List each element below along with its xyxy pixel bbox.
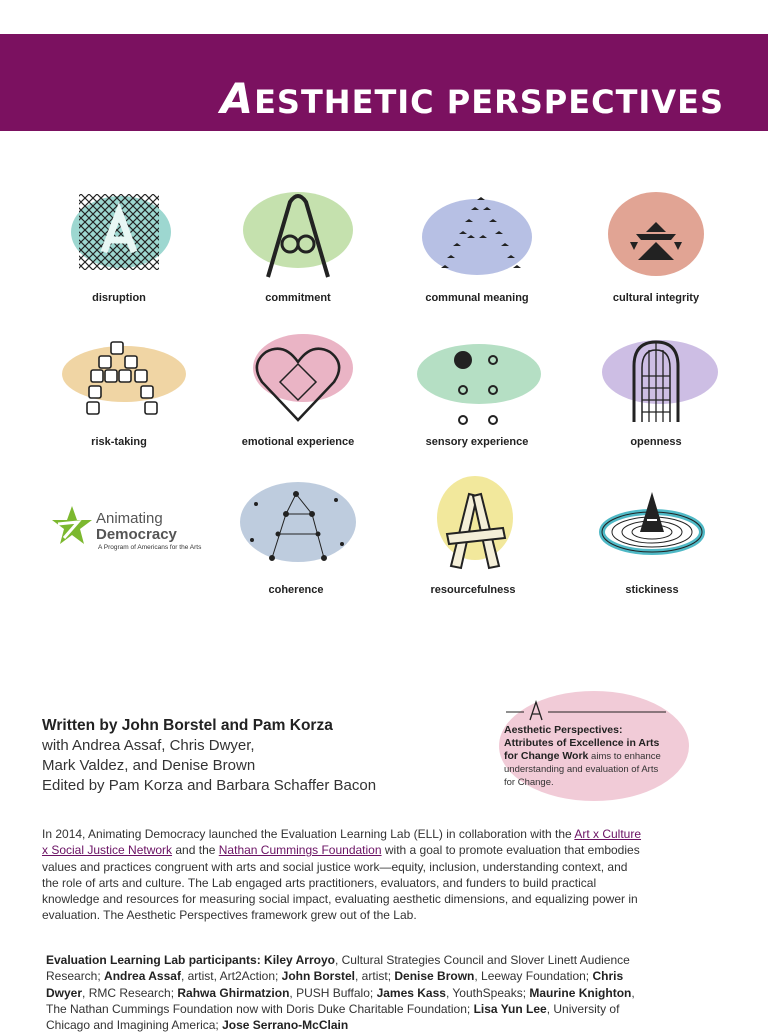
- triangles-icon: [586, 182, 726, 282]
- participant-name: Jose Serrano-McClain: [222, 1018, 349, 1033]
- attribute-label: risk-taking: [91, 436, 147, 448]
- attribute-label: resourcefulness: [430, 584, 516, 596]
- knot-a-icon: [228, 182, 368, 282]
- logo-line2: Democracy: [96, 526, 177, 543]
- dice-a-icon: [49, 326, 189, 426]
- link-art-culture-network[interactable]: Art x Culture x Social Justice Network: [42, 827, 642, 858]
- attribute-risk-taking: [34, 326, 204, 466]
- attribute-sensory-experience: [392, 326, 562, 466]
- attribute-label: stickiness: [625, 584, 679, 596]
- participant-name: Andrea Assaf: [104, 969, 181, 984]
- chainlink-a-icon: [49, 182, 189, 282]
- participant-name: Denise Brown: [394, 969, 475, 984]
- participants: [46, 952, 646, 1033]
- attribute-label: communal meaning: [425, 292, 529, 304]
- participant-org: , PUSH Buffalo;: [289, 985, 377, 1000]
- logo-line3: A Program of Americans for the Arts: [98, 544, 202, 551]
- participant-org: , artist;: [355, 969, 395, 984]
- body-text: with a goal to promote evaluation that embodies values and practices congruent with arts and social justice work—equity, inclusion, understanding context, and the role of arts and culture. The Lab engaged arts practitioners, evaluators, and funders to build practical knowledge and resources for measuring social impact, evaluating aesthetic dimensions, and equalizing power in evaluation. The Aesthetic Perspectives framework grew out of the Lab.: [42, 843, 640, 923]
- attribute-label: emotional experience: [241, 436, 355, 448]
- participant-name: John Borstel: [281, 969, 356, 984]
- participant-name: Lisa Yun Lee: [473, 1001, 547, 1016]
- attribute-communal-meaning: [392, 182, 562, 322]
- attribute-coherence: [211, 474, 381, 614]
- page-title: [221, 74, 724, 123]
- attribute-openness: [571, 326, 741, 466]
- attribute-cultural-integrity: [571, 182, 741, 322]
- side-note: [484, 684, 694, 804]
- attribute-label: openness: [630, 436, 682, 448]
- note-text: [504, 724, 664, 789]
- note-rest: aims to enhance understanding and evaluation of Arts for Change.: [504, 751, 661, 788]
- attribute-label: disruption: [92, 292, 146, 304]
- gate-icon: [586, 326, 726, 426]
- credits-editors: Edited by Pam Korza and Barbara Schaffer Bacon: [42, 777, 377, 794]
- attribute-stickiness: [567, 474, 737, 614]
- animating-democracy-logo: [48, 500, 218, 560]
- participant-org: , Cultural Strategies Council and Slover Linett Audience Research;: [46, 953, 630, 984]
- constellation-icon: [226, 474, 366, 574]
- header-banner: [0, 34, 768, 150]
- page-subtitle: Attributes of Excellence in Arts for Change: [266, 128, 724, 150]
- flock-a-icon: [407, 182, 547, 282]
- attribute-disruption: [34, 182, 204, 322]
- attribute-label: coherence: [268, 584, 324, 596]
- participant-org: , The Nathan Cummings Foundation now with Doris Duke Charitable Foundation;: [46, 985, 635, 1016]
- participant-org: , Leeway Foundation;: [474, 969, 593, 984]
- logo-line1: Animating: [96, 510, 163, 527]
- ripple-a-icon: [582, 474, 722, 574]
- credits: [42, 716, 462, 796]
- credits-line: Mark Valdez, and Denise Brown: [42, 757, 256, 774]
- participant-name: Chris Dwyer: [46, 969, 624, 1000]
- participant-org: , RMC Research;: [82, 985, 178, 1000]
- link-nathan-cummings[interactable]: Nathan Cummings Foundation: [218, 843, 382, 858]
- participant-name: Kiley Arroyo: [264, 953, 335, 967]
- title-initial: A: [220, 74, 255, 123]
- participant-org: , University of Chicago and Imagining America;: [46, 1001, 620, 1033]
- wooden-a-icon: [403, 474, 543, 574]
- intro-paragraph: [42, 826, 642, 924]
- participant-name: Rahwa Ghirmatzion: [177, 985, 290, 1000]
- body-text: In 2014, Animating Democracy launched the Evaluation Learning Lab (ELL) in collaboration with the: [42, 827, 575, 841]
- attribute-label: commitment: [265, 292, 331, 304]
- attribute-label: sensory experience: [425, 436, 529, 448]
- star-icon: [50, 504, 94, 548]
- credits-head: Written by John Borstel and Pam Korza: [42, 717, 333, 734]
- attribute-label: cultural integrity: [612, 292, 700, 304]
- participant-org: , YouthSpeaks;: [445, 985, 530, 1000]
- attribute-resourcefulness: [388, 474, 558, 614]
- heart-icon: [228, 326, 368, 426]
- participants-lead: Evaluation Learning Lab participants:: [46, 953, 261, 967]
- participant-name: Maurine Knighton: [529, 985, 632, 1000]
- attribute-emotional-experience: [213, 326, 383, 466]
- attribute-commitment: [213, 182, 383, 322]
- title-rest: ESTHETIC PERSPECTIVES: [254, 83, 724, 121]
- credits-line: with Andrea Assaf, Chris Dwyer,: [42, 737, 255, 754]
- body-text: and the: [172, 843, 219, 858]
- note-bold: Aesthetic Perspectives: Attributes of Excellence in Arts for Change Work: [504, 724, 660, 762]
- dots-icon: [407, 326, 547, 426]
- participant-org: , artist, Art2Action;: [180, 969, 282, 984]
- participant-name: James Kass: [376, 985, 446, 1000]
